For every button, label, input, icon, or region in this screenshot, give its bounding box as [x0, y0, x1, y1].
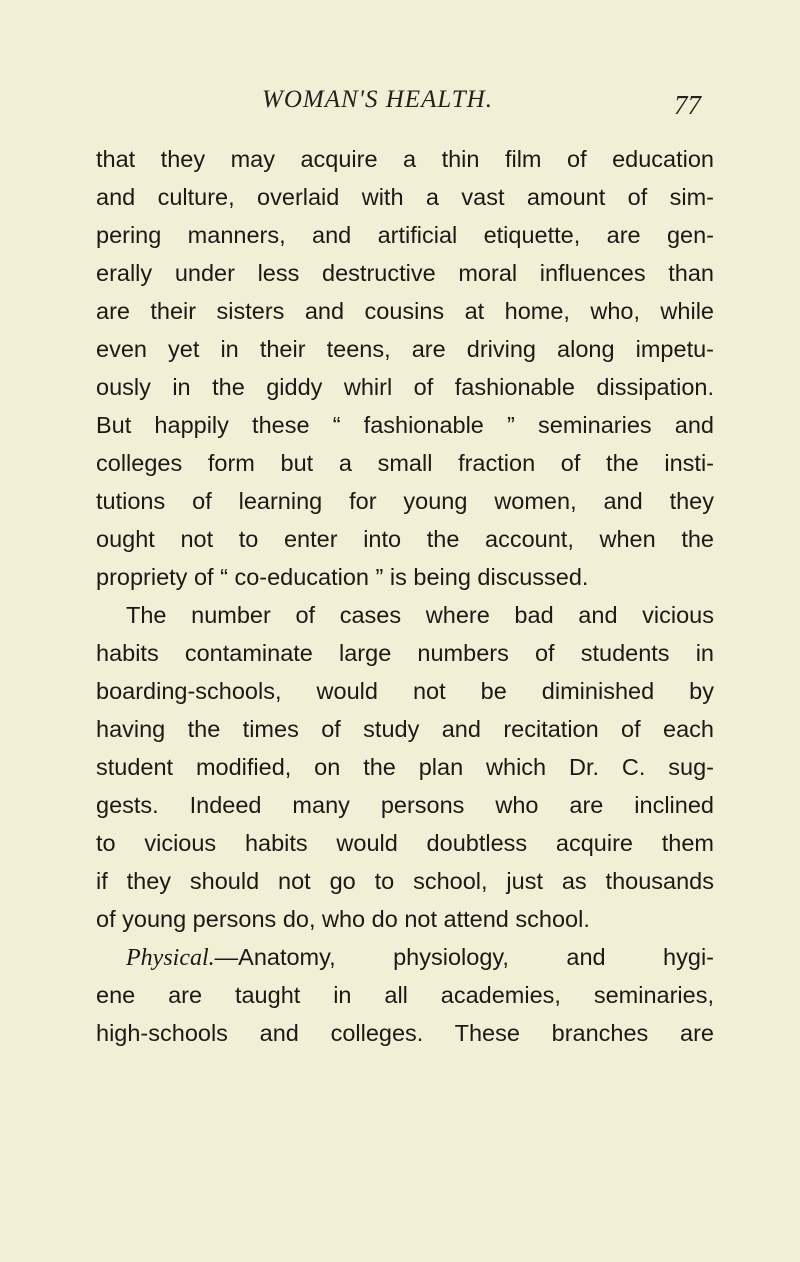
- text-line: erally under less destructive moral influences than: [96, 260, 714, 286]
- text-line: pering manners, and artificial etiquette, are gen-: [96, 222, 714, 248]
- text-line: to vicious habits would doubtless acquire them: [96, 830, 714, 856]
- page-number: 77: [674, 90, 701, 120]
- text-line: But happily these “ fashionable ” seminaries and: [96, 412, 714, 438]
- text-line: student modified, on the plan which Dr. C. sug-: [96, 754, 714, 780]
- text-line: having the times of study and recitation of each: [96, 716, 714, 742]
- text-line: that they may acquire a thin film of education: [96, 146, 714, 172]
- text-line-paragraph-start: The number of cases where bad and vicious: [126, 602, 714, 628]
- text-line: and culture, overlaid with a vast amount of sim-: [96, 184, 714, 210]
- text-line: tutions of learning for young women, and they: [96, 488, 714, 514]
- text-line: if they should not go to school, just as thousands: [96, 868, 714, 894]
- text-line: habits contaminate large numbers of students in: [96, 640, 714, 666]
- text-line: of young persons do, who do not attend school.: [96, 906, 590, 932]
- text-line: high-schools and colleges. These branches are: [96, 1020, 714, 1046]
- text-line: even yet in their teens, are driving along impetu-: [96, 336, 714, 362]
- text-line: ene are taught in all academies, seminaries,: [96, 982, 714, 1008]
- text-line: boarding-schools, would not be diminished by: [96, 678, 714, 704]
- text-line: propriety of “ co-education ” is being discussed.: [96, 564, 589, 590]
- body-text: [96, 140, 714, 1052]
- text-line: ought not to enter into the account, when the: [96, 526, 714, 552]
- text-line: are their sisters and cousins at home, who, while: [96, 298, 714, 324]
- text-line: colleges form but a small fraction of the insti-: [96, 450, 714, 476]
- page-header: [0, 86, 800, 126]
- physical-heading: Physical.: [126, 945, 215, 971]
- text-line: ously in the giddy whirl of fashionable dissipation.: [96, 374, 714, 400]
- text-line: gests. Indeed many persons who are inclined: [96, 792, 714, 818]
- running-head: WOMAN'S HEALTH.: [262, 86, 493, 113]
- text-line-paragraph-start: [96, 938, 714, 976]
- physical-heading-rest: —Anatomy, physiology, and hygi-: [214, 944, 714, 970]
